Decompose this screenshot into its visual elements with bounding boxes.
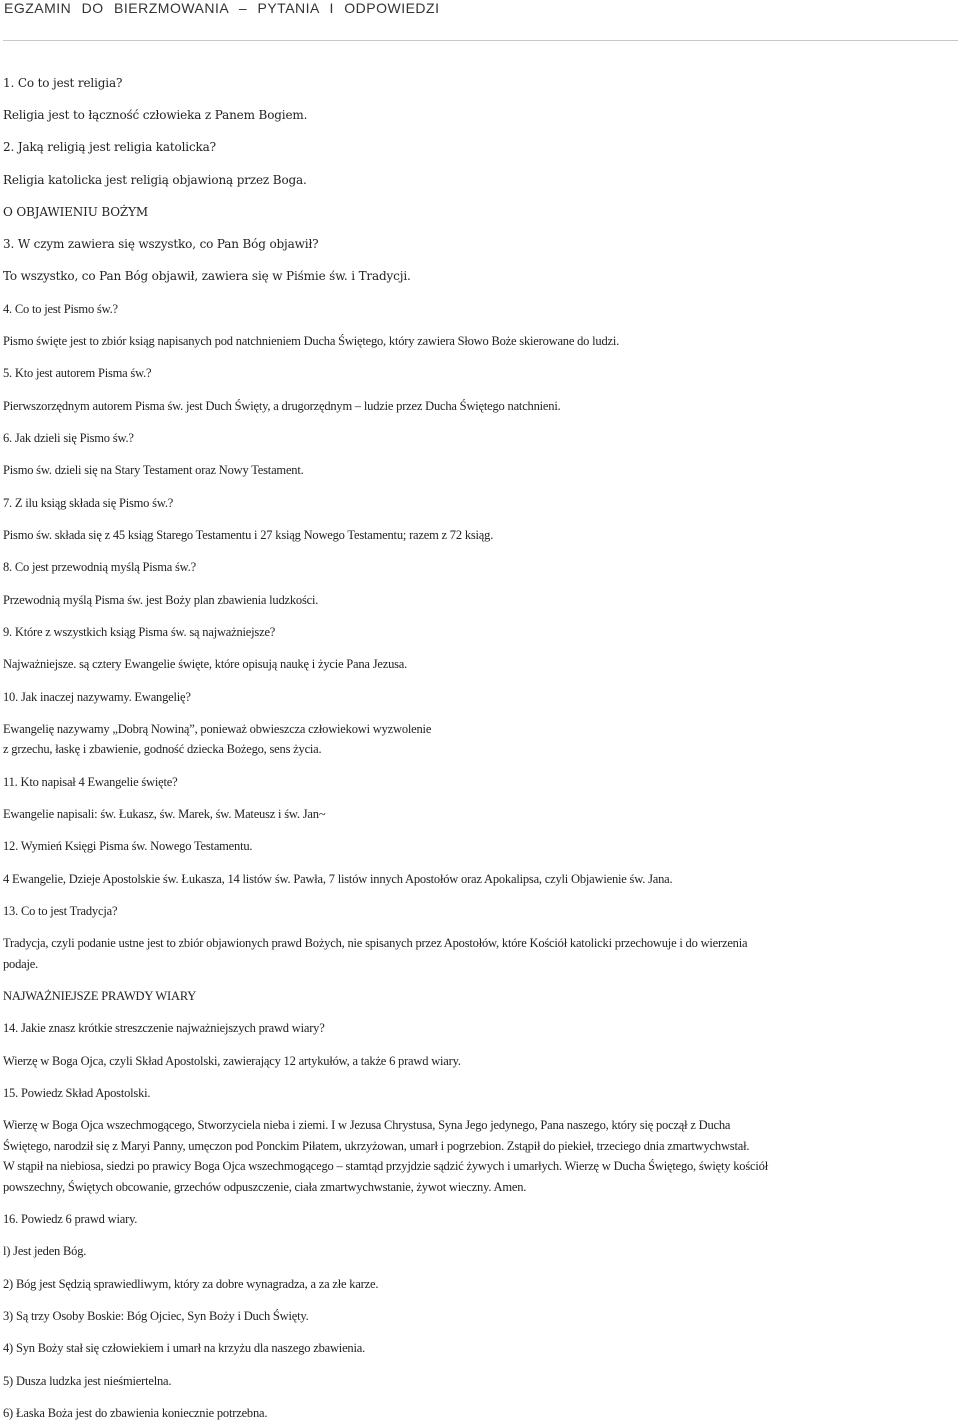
title-divider — [3, 40, 958, 41]
list-item: 3) Są trzy Osoby Boskie: Bóg Ojciec, Syn Boży i Duch Święty. — [3, 1309, 309, 1323]
section-heading: NAJWAŻNIEJSZE PRAWDY WIARY — [3, 989, 197, 1003]
list-item: 6) Łaska Boża jest do zbawienia koniecznie potrzebna. — [3, 1406, 268, 1420]
answer-line: Wierzę w Boga Ojca wszechmogącego, Stworzyciela nieba i ziemi. I w Jezusa Chrystusa, Syna Jego jedynego, Pana naszego, który się począł z Ducha — [3, 1118, 731, 1132]
question-line: 9. Które z wszystkich ksiąg Pisma św. są najważniejsze? — [3, 625, 276, 639]
list-item: 5) Dusza ludzka jest nieśmiertelna. — [3, 1374, 172, 1388]
answer-line: 4 Ewangelie, Dzieje Apostolskie św. Łukasza, 14 listów św. Pawła, 7 listów innych Apostołów oraz Apokalipsa, czyli Objawienie św. Jana. — [3, 872, 673, 886]
question-line: 12. Wymień Księgi Pisma św. Nowego Testamentu. — [3, 839, 253, 853]
answer-line: Wierzę w Boga Ojca, czyli Skład Apostolski, zawierający 12 artykułów, a także 6 prawd wiary. — [3, 1054, 461, 1068]
question-line: 2. Jaką religią jest religia katolicka? — [3, 140, 216, 154]
answer-line: Religia katolicka jest religią objawioną przez Boga. — [3, 173, 307, 187]
answer-line: Przewodnią myślą Pisma św. jest Boży plan zbawienia ludzkości. — [3, 593, 319, 607]
list-item: 4) Syn Boży stał się człowiekiem i umarł na krzyżu dla naszego zbawienia. — [3, 1341, 366, 1355]
answer-line: powszechny, Świętych obcowanie, grzechów odpuszczenie, ciała zmartwychwstanie, żywot wieczny. Amen. — [3, 1180, 527, 1194]
answer-line: Pismo święte jest to zbiór ksiąg napisanych pod natchnieniem Ducha Świętego, który zawiera Słowo Boże skierowane do ludzi. — [3, 334, 620, 348]
question-line: 7. Z ilu ksiąg składa się Pismo św.? — [3, 496, 174, 510]
answer-line: Ewangelie napisali: św. Łukasz, św. Marek, św. Mateusz i św. Jan~ — [3, 807, 326, 821]
answer-line: Najważniejsze. są cztery Ewangelie święte, które opisują naukę i życie Pana Jezusa. — [3, 657, 408, 671]
list-item: 2) Bóg jest Sędzią sprawiedliwym, który za dobre wynagradza, a za złe karze. — [3, 1277, 379, 1291]
answer-line: Świętego, narodził się z Maryi Panny, umęczon pod Ponckim Piłatem, ukrzyżowan, umarł i pogrzebion. Zstąpił do piekieł, trzeciego dnia zmartwychwstał. — [3, 1139, 750, 1153]
question-line: 15. Powiedz Skład Apostolski. — [3, 1086, 151, 1100]
question-line: 13. Co to jest Tradycja? — [3, 904, 118, 918]
question-line: 10. Jak inaczej nazywamy. Ewangelię? — [3, 690, 191, 704]
answer-line: To wszystko, co Pan Bóg objawił, zawiera się w Piśmie św. i Tradycji. — [3, 269, 411, 283]
answer-line: W stąpił na niebiosa, siedzi po prawicy Boga Ojca wszechmogącego – stamtąd przyjdzie sądzić żywych i umarłych. Wierzę w Ducha Świętego, święty kościół — [3, 1159, 768, 1173]
answer-line: Ewangelię nazywamy „Dobrą Nowiną”, ponieważ obwieszcza człowiekowi wyzwolenie — [3, 722, 432, 736]
answer-line: Pierwszorzędnym autorem Pisma św. jest Duch Święty, a drugorzędnym – ludzie przez Ducha Świętego natchnieni. — [3, 399, 561, 413]
question-line: 6. Jak dzieli się Pismo św.? — [3, 431, 134, 445]
answer-line: z grzechu, łaskę i zbawienie, godność dziecka Bożego, sens życia. — [3, 742, 322, 756]
question-line: 14. Jakie znasz krótkie streszczenie najważniejszych prawd wiary? — [3, 1021, 325, 1035]
question-line: 16. Powiedz 6 prawd wiary. — [3, 1212, 138, 1226]
section-heading: O OBJAWIENIU BOŻYM — [3, 205, 149, 219]
document-title: EGZAMIN DO BIERZMOWANIA – PYTANIA I ODPOWIEDZI — [4, 0, 440, 16]
answer-line: Religia jest to łączność człowieka z Panem Bogiem. — [3, 108, 308, 122]
answer-line: podaje. — [3, 957, 39, 971]
question-line: 1. Co to jest religia? — [3, 76, 123, 90]
answer-line: Pismo św. składa się z 45 ksiąg Starego Testamentu i 27 ksiąg Nowego Testamentu; razem z 72 ksiąg. — [3, 528, 494, 542]
question-line: 3. W czym zawiera się wszystko, co Pan Bóg objawił? — [3, 237, 319, 251]
question-line: 8. Co jest przewodnią myślą Pisma św.? — [3, 560, 196, 574]
answer-line: Tradycja, czyli podanie ustne jest to zbiór objawionych prawd Bożych, nie spisanych przez Apostołów, które Kościół katolicki przechowuje i do wierzenia — [3, 936, 748, 950]
answer-line: Pismo św. dzieli się na Stary Testament oraz Nowy Testament. — [3, 463, 304, 477]
list-item: l) Jest jeden Bóg. — [3, 1244, 87, 1258]
question-line: 5. Kto jest autorem Pisma św.? — [3, 366, 152, 380]
question-line: 11. Kto napisał 4 Ewangelie święte? — [3, 775, 178, 789]
question-line: 4. Co to jest Pismo św.? — [3, 302, 118, 316]
